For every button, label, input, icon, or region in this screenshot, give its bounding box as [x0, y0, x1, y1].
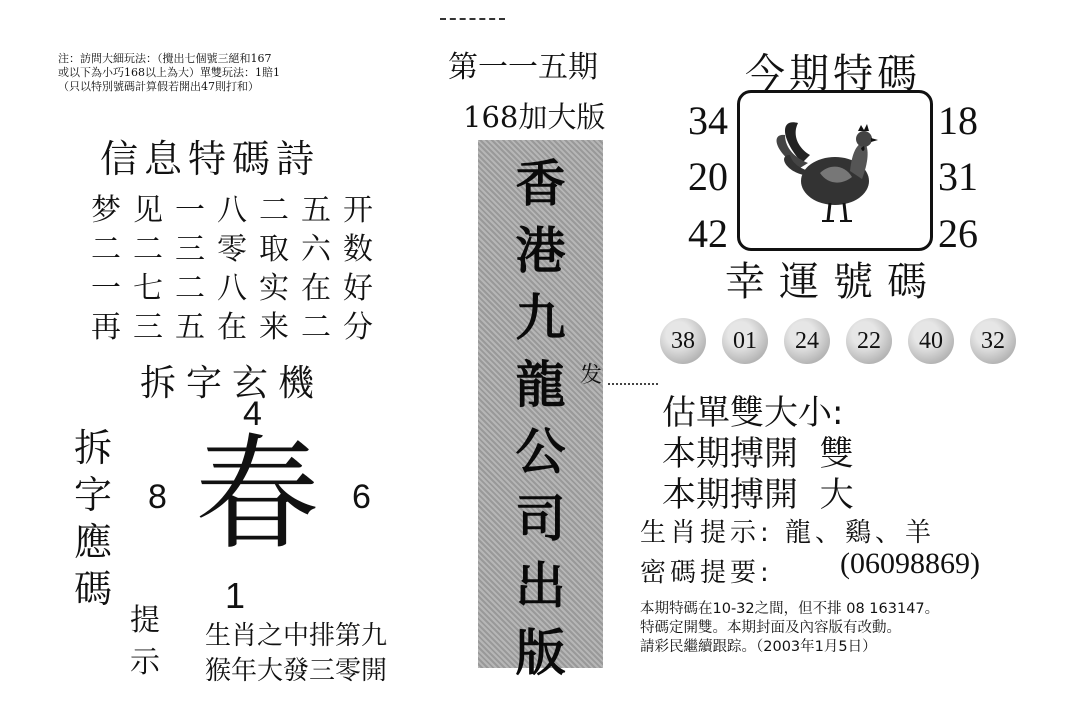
poem-title: 信息特碼詩: [100, 137, 321, 181]
special-number: 26: [938, 211, 978, 256]
poem-char: 七: [133, 271, 163, 306]
special-number: 18: [938, 98, 978, 143]
guess-line: 本期搏開 雙: [662, 434, 854, 474]
poem-char: 取: [259, 232, 289, 267]
lucky-number-ball: 40: [908, 318, 954, 364]
secret-code: (06098869): [840, 547, 980, 580]
hint-label: 提示: [130, 603, 160, 680]
rules-note-line: 或以下為小巧168以上為大）單雙玩法：1賠1: [58, 66, 280, 79]
banner-char: 司: [515, 489, 566, 548]
guess-title: 估單雙大小:: [662, 393, 844, 433]
rooster-icon: [740, 93, 930, 248]
poem-char: 分: [343, 310, 373, 345]
special-number: 42: [688, 211, 728, 256]
special-number: 34: [688, 98, 728, 143]
zodiac-hint: 生肖提示: 龍、鷄、羊: [640, 518, 936, 548]
rules-note-line: 注：訪問大細玩法：（攪出七個號三絕和167: [58, 52, 272, 65]
poem-char: 三: [175, 232, 205, 267]
poem-char: 再: [91, 310, 121, 345]
hint-line: 猴年大發三零開: [205, 656, 388, 686]
scan-mark: [440, 18, 505, 20]
poem-char: 一: [175, 193, 205, 228]
chaizi-title: 拆字玄機: [140, 363, 325, 404]
bottom-note-line: 本期特碼在10-32之間，但不排 08 163147。: [640, 601, 940, 617]
poem-char: 数: [343, 232, 373, 267]
poem-char: 六: [301, 232, 331, 267]
poem-char: 三: [133, 310, 163, 345]
poem-char: 二: [301, 310, 331, 345]
rules-note: [58, 52, 388, 94]
lucky-number-ball: 01: [722, 318, 768, 364]
poem-char: 五: [175, 310, 205, 345]
poem-char: 二: [175, 271, 205, 306]
poem-char: 在: [217, 310, 247, 345]
poem-char: 五: [301, 193, 331, 228]
poem-row: [85, 185, 379, 228]
rules-note-line: （只以特別號碼計算假若開出47則打和）: [58, 80, 259, 93]
poem-char: 二: [259, 193, 289, 228]
banner-char: 版: [515, 623, 566, 682]
lucky-number-ball: 22: [846, 318, 892, 364]
lucky-title: 幸運號碼: [725, 259, 941, 305]
lucky-number-ball: 24: [784, 318, 830, 364]
poem-char: 一: [91, 271, 121, 306]
issue-number: 第一一五期: [448, 50, 598, 85]
hint-line: 生肖之中排第九: [205, 621, 388, 651]
rooster-frame: [737, 90, 933, 251]
poem-char: 二: [133, 232, 163, 267]
chaizi-top-number: 4: [243, 395, 262, 433]
poem-char: 来: [259, 310, 289, 345]
banner-char: 九: [515, 288, 566, 347]
poem-char: 零: [217, 232, 247, 267]
banner-char: 龍: [515, 355, 566, 414]
poem-char: 二: [91, 232, 121, 267]
special-number: 20: [688, 154, 728, 199]
publisher-banner-text: [478, 150, 603, 686]
chaizi-left-number: 8: [148, 478, 167, 516]
banner-char: 出: [515, 556, 566, 615]
poem-char: 在: [301, 271, 331, 306]
bottom-note-line: 請彩民繼續跟踪。（2003年1月5日）: [640, 639, 877, 655]
banner-char: 港: [515, 221, 566, 280]
poem-char: 好: [343, 271, 373, 306]
poem-char: 开: [343, 193, 373, 228]
bottom-note: [640, 600, 1060, 657]
poem-char: 梦: [91, 193, 121, 228]
dotted-divider: [608, 383, 658, 385]
chaizi-bottom-number: 1: [225, 575, 246, 616]
poem-char: 实: [259, 271, 289, 306]
poem-char: 八: [217, 271, 247, 306]
banner-char: 香: [515, 154, 566, 213]
lucky-number-ball: 38: [660, 318, 706, 364]
poem-char: 八: [217, 193, 247, 228]
banner-char: 公: [515, 422, 566, 481]
poem-row: [85, 302, 379, 345]
bottom-note-line: 特碼定開雙。本期封面及內容版有改動。: [640, 620, 901, 636]
poem-row: [85, 224, 379, 267]
chaizi-main-character: 春: [195, 423, 320, 567]
poem-row: [85, 263, 379, 306]
chaizi-vertical-label: 拆字應碼: [73, 426, 112, 611]
secret-label: 密碼提要:: [640, 558, 773, 588]
chaizi-right-number: 6: [352, 478, 371, 516]
lucky-number-ball: 32: [970, 318, 1016, 364]
poem-grid: [85, 185, 379, 345]
guess-line: 本期搏開 大: [662, 475, 854, 515]
special-number: 31: [938, 154, 978, 199]
poem-char: 见: [133, 193, 163, 228]
banner-side-char: 发: [580, 363, 603, 388]
guess-section: [662, 393, 854, 516]
edition-label: 168加大版: [463, 100, 606, 134]
special-title: 今期特碼: [745, 51, 921, 97]
